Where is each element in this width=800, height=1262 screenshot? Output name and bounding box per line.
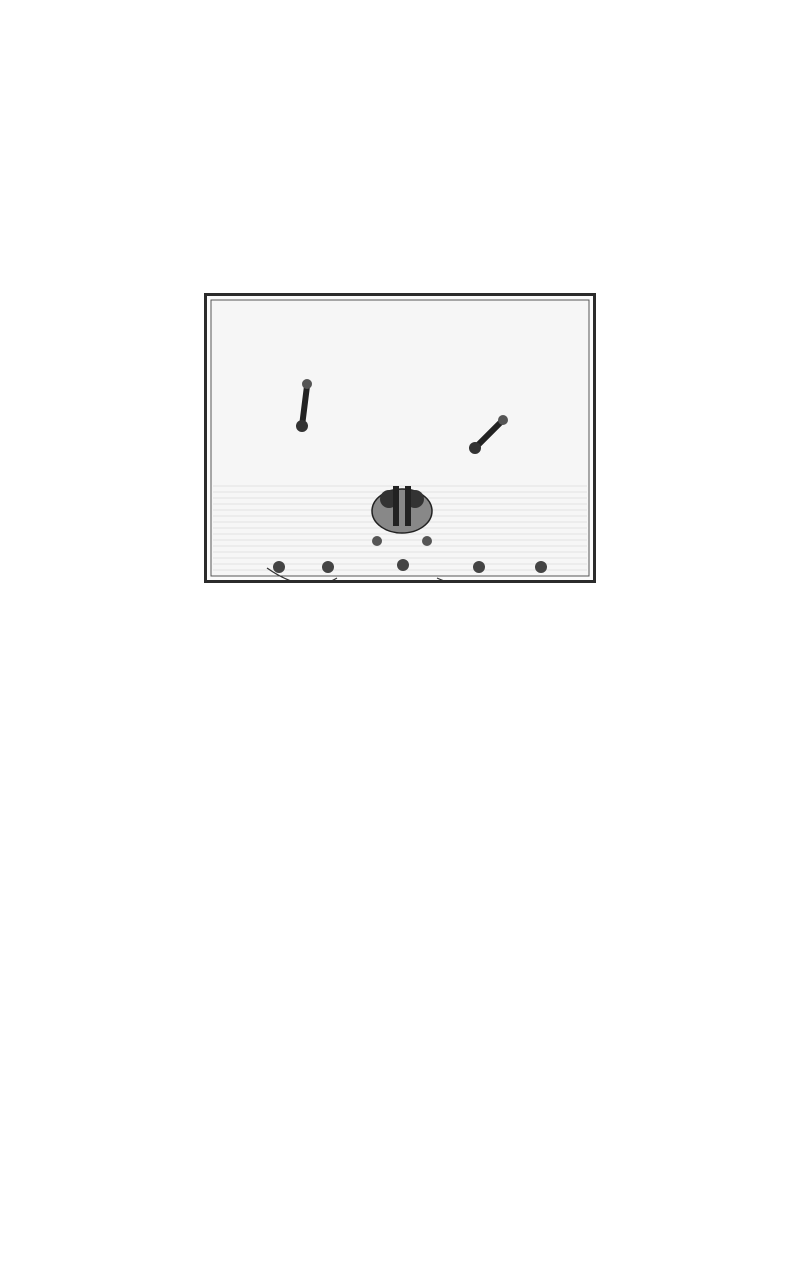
figure-illustration — [204, 293, 596, 583]
collector-engraving — [207, 296, 593, 580]
